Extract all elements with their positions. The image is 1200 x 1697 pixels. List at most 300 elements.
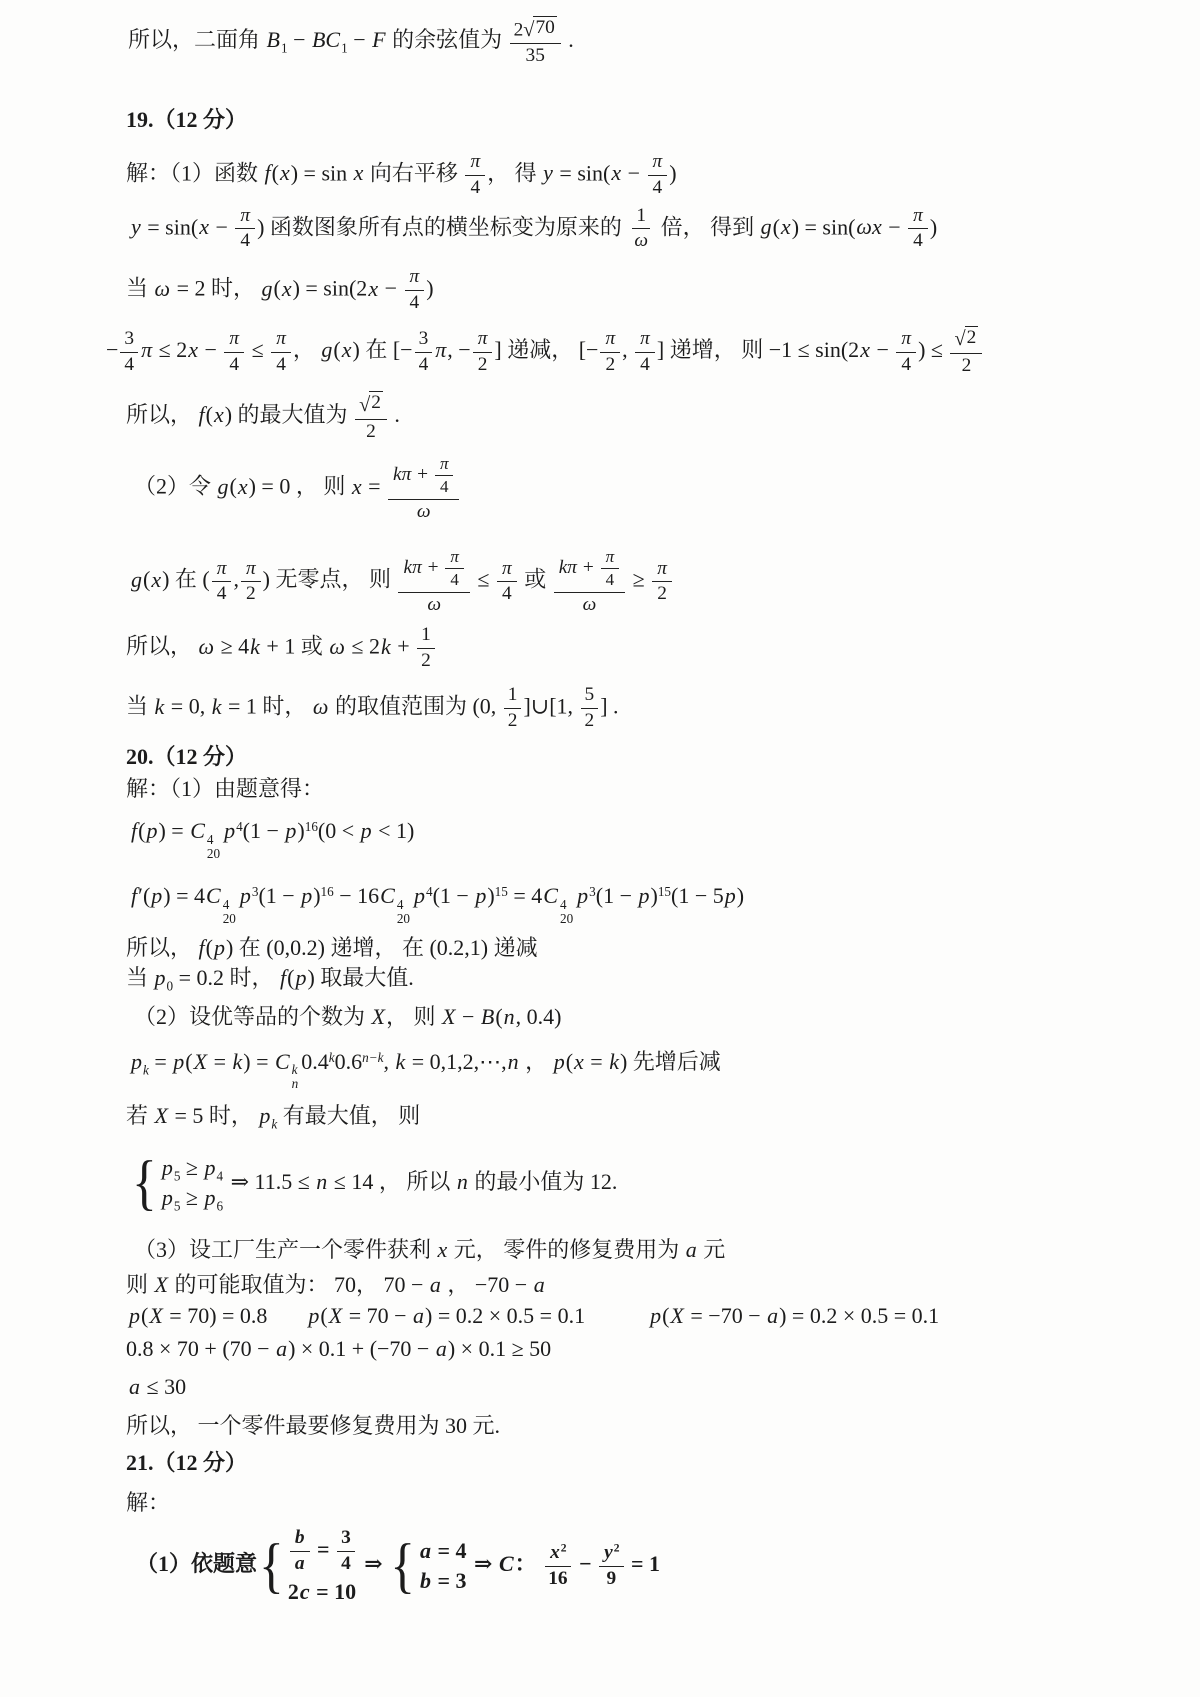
math-variable: ω [154, 275, 171, 301]
math-variable: f [131, 882, 138, 908]
math-variable: y [604, 1542, 613, 1564]
math-variable: a [767, 1303, 779, 1329]
denominator: 35 [525, 45, 545, 67]
superscript: 3 [589, 883, 596, 899]
math-variable: k [380, 633, 391, 659]
denominator: 4 [216, 583, 227, 605]
math-variable: x [151, 566, 162, 592]
denominator: 2 [421, 650, 431, 672]
numerator [648, 151, 668, 176]
math-variable: f [198, 935, 205, 961]
superscript: 2 [613, 1541, 620, 1555]
fraction [465, 151, 485, 200]
numerator [355, 391, 387, 419]
math-variable: x [574, 1048, 584, 1074]
denominator: 9 [606, 1567, 617, 1589]
math-variable: π [640, 327, 650, 349]
math-variable: n [503, 1003, 515, 1029]
stack-superscript: k [291, 1062, 298, 1078]
math-line: 所以， f(x) 的最大值为 √ 2 2 . [126, 392, 400, 442]
math-variable: ω [329, 633, 345, 659]
math-variable: p [475, 882, 487, 908]
math-variable: π [605, 327, 616, 349]
fraction [355, 391, 387, 443]
fraction [388, 454, 459, 523]
math-line: − $\frac{3}{4}$ π ≤ 2x − $\frac{\pi}{4}$ ≤ $\frac{\pi}{4}$ ， g(x) 在 [− $\frac{3}{4}$ π, − $\frac{\pi}{2}$ ] 递减， [− $\frac{\pi}{2}$ , $\frac{\pi}{4}$ ] 递增， 则 −1 ≤ sin(2x − $\frac{\pi}{4}$ ) ≤ √ 2 2 [106, 326, 1176, 378]
math-variable: f [131, 818, 138, 844]
math-variable: p [213, 935, 225, 961]
math-variable: π [229, 327, 240, 349]
numerator: kπ + $\frac{\pi}{4}$ [388, 454, 459, 499]
math-variable: X [154, 1103, 168, 1129]
math-variable: a [129, 1373, 140, 1399]
math-variable: C [206, 882, 221, 908]
math-variable: X [441, 1003, 456, 1029]
math-variable: p [414, 882, 426, 908]
math-variable: c [299, 1579, 310, 1605]
math-variable: ω [427, 593, 442, 615]
math-variable: y [543, 160, 553, 186]
math-variable: p [146, 818, 158, 844]
math-variable: BC [311, 27, 341, 53]
math-variable: x [860, 337, 870, 363]
fraction [290, 1527, 310, 1576]
math-variable: kπ [403, 557, 422, 579]
cases-row: a = 4 [420, 1538, 467, 1564]
math-variable: π [657, 557, 667, 579]
fraction [445, 547, 464, 590]
math-variable: y [131, 213, 141, 239]
math-variable: p [259, 1103, 271, 1129]
math-variable: x [237, 473, 248, 499]
denominator: 4 [605, 570, 615, 590]
math-variable: π [605, 547, 615, 567]
sup-sub-stack [397, 898, 410, 926]
dihedral-angle-conclusion: 所以，二面角 $B_1 - BC_1 - F$ 的余弦值为 2 √ 70 35 . [128, 17, 574, 67]
math-line: （2）令 g(x) = 0 ， 则 x = kπ + $\frac{\pi}{4}$ ω [134, 454, 1176, 523]
numerator [445, 547, 464, 569]
math-variable: x [281, 275, 292, 301]
math-variable: f [280, 965, 287, 991]
math-variable: n [316, 1168, 328, 1194]
denominator: 4 [450, 570, 459, 590]
math-variable: π [240, 204, 251, 226]
math-variable: ω [582, 593, 597, 615]
numerator [290, 1527, 310, 1552]
fraction [544, 1542, 571, 1591]
fraction [235, 205, 255, 254]
denominator [629, 229, 653, 253]
radical-sign: √ [359, 393, 371, 416]
fraction [241, 558, 261, 607]
numerator: kπ + $\frac{\pi}{4}$ [554, 547, 625, 592]
fraction [337, 1527, 355, 1576]
denominator [412, 500, 436, 524]
math-variable: ω [198, 633, 215, 659]
cases-group [132, 1149, 224, 1218]
denominator: 4 [439, 477, 449, 497]
denominator: 2 [507, 709, 518, 731]
sup-sub-stack [207, 833, 220, 861]
math-variable: π [913, 204, 923, 226]
superscript: 16 [304, 818, 318, 834]
math-variable: x [199, 213, 209, 239]
fraction [629, 205, 653, 254]
square-root [523, 16, 557, 40]
math-variable: π [409, 266, 420, 288]
math-variable: x [353, 160, 364, 186]
math-line: 当 k = 0, k = 1 时， ω 的取值范围为 (0, $\frac{1}{2}$ ]∪[1, $\frac{5}{2}$ ] . [126, 684, 619, 731]
sup-sub-stack [223, 898, 236, 926]
subscript: 4 [216, 1168, 224, 1184]
math-variable: π [470, 150, 481, 172]
stack-subscript: n [291, 1076, 299, 1092]
math-variable: p [650, 1303, 662, 1329]
math-variable: g [261, 275, 273, 301]
cases-row: $p_5 \ge p_6$ [161, 1185, 224, 1214]
radicand: 2 [966, 326, 977, 348]
math-variable: ω [634, 230, 649, 252]
math-line: a ≤ 30 [129, 1373, 187, 1399]
stack-superscript: 4 [559, 896, 567, 912]
left-brace-icon: { [132, 1149, 157, 1218]
fraction [599, 1542, 623, 1591]
cases-row: 2c = 10 [287, 1579, 357, 1605]
denominator: 2 [477, 353, 488, 375]
fraction [398, 547, 469, 616]
math-variable: x [351, 473, 362, 499]
math-variable: a [435, 1335, 447, 1361]
denominator: 4 [652, 176, 663, 198]
numerator [235, 205, 255, 230]
fraction [648, 151, 668, 200]
cases-rows [419, 1538, 467, 1594]
math-variable: C [190, 818, 205, 844]
superscript: n−k [362, 1049, 384, 1065]
denominator [422, 593, 446, 617]
fraction [497, 558, 517, 607]
fraction [908, 205, 928, 254]
math-variable: n [456, 1168, 468, 1194]
math-variable: a [420, 1538, 431, 1564]
math-variable: x [780, 213, 791, 239]
math-variable: b [294, 1527, 305, 1549]
cases-group [390, 1532, 467, 1600]
denominator: 16 [548, 1567, 568, 1589]
numerator [545, 1542, 571, 1567]
math-variable: π [502, 557, 512, 579]
fraction [896, 328, 916, 377]
denominator: 4 [124, 353, 135, 375]
radical-sign: √ [954, 328, 966, 351]
math-variable: X [154, 1271, 168, 1297]
fraction [120, 328, 138, 377]
denominator: 4 [418, 353, 429, 375]
math-line: 所以， ω ≥ 4k + 1 或 ω ≤ 2k + $\frac{1}{2}$ [126, 624, 1176, 673]
math-variable: x [279, 160, 290, 186]
denominator: 4 [502, 583, 512, 605]
fraction [473, 328, 493, 377]
math-variable: f [198, 402, 205, 428]
numerator: 3 [120, 328, 138, 353]
math-variable: p [285, 818, 297, 844]
math-variable: p [151, 882, 163, 908]
math-variable: F [372, 27, 386, 53]
math-variable: C [380, 882, 395, 908]
left-brace-icon: { [390, 1532, 415, 1600]
hyperbola-equation-line: （1）依题意 { $\frac{b}{a}$ = $\frac{3}{4}$ 2c = 10 ⇒ { a = 4 b = 3 ⇒ C： $\frac{x^2}{16}$ − $\frac{y^2}{9}$ = 1 [136, 1527, 661, 1605]
numerator [908, 205, 928, 230]
math-line: $p_k = p(X = k) = C$ k n $0.4^k0.6^{n-k}$, k = 0,1,2,⋯,n ， p(x = k) 先增后减 [131, 1048, 721, 1092]
fraction [554, 547, 625, 616]
math-variable: k [609, 1048, 619, 1074]
stack-superscript: 4 [206, 832, 214, 848]
math-variable: π [435, 337, 447, 363]
numerator [212, 558, 232, 583]
math-variable: p [154, 965, 166, 991]
numerator [405, 266, 425, 291]
problem-19-heading: 19.（12 分） [126, 107, 248, 133]
document-body [106, 16, 1176, 1605]
math-variable: kπ [558, 557, 578, 579]
denominator: 2 [245, 583, 256, 605]
subscript: 1 [280, 40, 288, 56]
denominator: 4 [409, 292, 420, 314]
math-variable: π [652, 150, 663, 172]
square-root [954, 326, 978, 350]
math-line: （2）设优等品的个数为 X， 则 X − B(n, 0.4) [134, 1003, 562, 1029]
numerator [635, 328, 655, 353]
math-variable: x [550, 1542, 560, 1564]
math-variable: B [480, 1003, 495, 1029]
math-variable: a [429, 1271, 441, 1297]
math-variable: f [264, 160, 271, 186]
math-line: 解：（1）由题意得： [126, 776, 325, 802]
math-variable: p [360, 818, 372, 844]
math-line: 当 ω = 2 时， g(x) = sin(2x − $\frac{\pi}{4}$ ) [126, 266, 434, 314]
superscript: 16 [320, 883, 334, 899]
math-variable: a [685, 1236, 697, 1262]
numerator [241, 558, 261, 583]
math-variable: ω [312, 693, 329, 719]
fraction [601, 547, 620, 590]
superscript: k [328, 1049, 335, 1065]
fraction [652, 558, 672, 607]
fraction [600, 328, 620, 377]
math-variable: p [161, 1154, 173, 1180]
cases-rows [288, 1527, 357, 1605]
fraction [212, 558, 232, 607]
subscript: k [271, 1116, 278, 1132]
radicand: 70 [535, 17, 555, 38]
math-line: 解：（1）函数 f(x) = sin x 向右平移 $\frac{\pi}{4}$ ， 得 y = sin(x − $\frac{\pi}{4}$ ) [126, 150, 677, 198]
denominator: 2 [605, 353, 616, 375]
denominator: 2 [657, 583, 667, 605]
math-variable: g [760, 213, 772, 239]
math-variable: p [131, 1048, 142, 1074]
numerator: kπ + $\frac{\pi}{4}$ [398, 547, 469, 592]
denominator: 4 [276, 353, 286, 375]
math-variable: π [439, 454, 449, 474]
sup-sub-stack [292, 1063, 299, 1091]
superscript: 15 [657, 883, 671, 899]
problem-21-heading: 21.（12 分） [126, 1449, 248, 1475]
math-line: f′(p) = 4C 4 20 $p^3(1 - p)^{16} - 16C$ 4 20 $p^4(1 - p)^{15} = 4C$ 4 20 $p^3(1 - p)^{15}(1 - 5p)$ [131, 882, 745, 926]
math-variable: p [129, 1303, 140, 1329]
math-variable: p [204, 1185, 216, 1211]
math-variable: p [239, 882, 251, 908]
stack-subscript: 20 [559, 910, 574, 926]
math-variable: k [154, 693, 165, 719]
denominator [578, 593, 602, 617]
math-variable: C [498, 1551, 514, 1577]
fraction [405, 266, 425, 315]
cases-row: $\frac{b}{a}$ = $\frac{3}{4}$ [288, 1527, 357, 1576]
numerator [950, 326, 982, 354]
math-variable: π [276, 327, 286, 349]
math-line: p(X = 70) = 0.8 p(X = 70 − a) = 0.2 × 0.5 = 0.1 p(X = −70 − a) = 0.2 × 0.5 = 0.1 [129, 1303, 940, 1329]
math-variable: a [294, 1553, 305, 1575]
subscript: 0 [166, 978, 174, 994]
subscript: 6 [216, 1198, 224, 1214]
math-line: 所以， 一个零件最要修复费用为 30 元. [126, 1413, 501, 1439]
math-variable: ω [416, 500, 431, 522]
superscript: 15 [494, 883, 508, 899]
math-variable: k [395, 1048, 406, 1074]
subscript: 5 [173, 1168, 181, 1184]
math-variable: x [368, 275, 379, 301]
math-variable: a [413, 1303, 425, 1329]
math-line: f(p) = C 4 20 $p^4(1 - p)^{16}(0 < p < 1)$ [131, 818, 415, 861]
numerator [435, 454, 454, 476]
denominator: 4 [229, 353, 240, 375]
math-variable: p [553, 1048, 565, 1074]
math-variable: p [638, 882, 650, 908]
fraction [271, 328, 291, 377]
denominator: 2 [961, 355, 972, 377]
math-variable: p [173, 1048, 185, 1074]
math-variable: C [274, 1048, 290, 1074]
math-variable: p [224, 818, 236, 844]
math-variable: k [211, 693, 222, 719]
math-variable: π [901, 327, 912, 349]
superscript: 3 [251, 883, 259, 899]
math-line: （3）设工厂生产一个零件获利 x 元， 零件的修复费用为 a 元 [134, 1236, 726, 1262]
math-variable: x [437, 1236, 448, 1262]
fraction [510, 16, 561, 68]
subscript: 1 [341, 40, 348, 56]
math-variable: x [188, 337, 198, 363]
math-variable: B [266, 27, 280, 53]
numerator: 3 [337, 1527, 355, 1552]
numerator [600, 328, 620, 353]
math-variable: ωx [856, 213, 882, 239]
math-variable: p [204, 1154, 216, 1180]
denominator: 4 [341, 1553, 351, 1575]
math-variable: π [245, 557, 256, 579]
stack-subscript: 20 [206, 845, 221, 861]
math-variable: π [216, 557, 227, 579]
subscript: k [143, 1061, 149, 1077]
numerator [601, 547, 620, 569]
fraction [581, 684, 599, 733]
math-line: 所以， f(p) 在 (0,0.2) 递增， 在 (0.2,1) 递减 [126, 935, 538, 961]
denominator [290, 1552, 310, 1576]
stack-superscript: 4 [396, 896, 404, 912]
math-variable: a [533, 1271, 545, 1297]
problem-20-heading: 20.（12 分） [126, 743, 248, 769]
math-variable: x [213, 402, 224, 428]
sup-sub-stack [560, 898, 573, 926]
fraction [417, 624, 435, 673]
math-variable: p [301, 882, 313, 908]
numerator: 2 √ 70 [510, 16, 561, 44]
math-variable: p [308, 1303, 320, 1329]
square-root [359, 391, 383, 415]
left-brace-icon: { [259, 1532, 284, 1600]
radicand: 2 [371, 392, 381, 414]
superscript: 4 [236, 818, 243, 834]
numerator [465, 151, 485, 176]
numerator: 5 [581, 684, 599, 709]
superscript: 4 [426, 883, 433, 899]
numerator [473, 328, 493, 353]
cases-row: b = 3 [420, 1567, 467, 1593]
math-variable: k [232, 1048, 243, 1074]
math-variable: π [450, 547, 459, 567]
superscript: 2 [560, 1541, 567, 1555]
math-variable: X [371, 1003, 385, 1029]
fraction [224, 328, 244, 377]
numerator [896, 328, 916, 353]
math-variable: π [477, 327, 488, 349]
denominator: 2 [584, 709, 595, 731]
math-line: 当 $p_0 = 0.2$ 时， f(p) 取最大值. [126, 965, 414, 994]
denominator: 2 [366, 420, 376, 442]
math-variable: kπ [393, 464, 412, 486]
math-line: y = sin(x − $\frac{\pi}{4}$ ) 函数图象所有点的横坐标变为原来的 $\frac{1}{\omega}$ 倍， 得到 g(x) = sin(ωx − $\frac{\pi}{4}$ ) [131, 204, 938, 252]
math-variable: X [149, 1303, 163, 1329]
math-line: g(x) 在 ( $\frac{\pi}{4}$ , $\frac{\pi}{2}$ ) 无零点， 则 kπ + $\frac{\pi}{4}$ ω ≤ $\frac{\pi}{4}$ 或 kπ + $\frac{\pi}{4}$ ω ≥ $\frac{\pi}{2}$ [130, 547, 1176, 616]
fraction [504, 684, 522, 733]
fraction [635, 328, 655, 377]
stack-subscript: 20 [396, 910, 411, 926]
cases-row: $p_5 \ge p_4$ [161, 1154, 224, 1184]
math-variable: X [670, 1303, 684, 1329]
math-variable: b [420, 1567, 431, 1593]
math-line: 0.8 × 70 + (70 − a) × 0.1 + (−70 − a) × 0.1 ≥ 50 [126, 1335, 552, 1361]
math-variable: x [341, 337, 352, 363]
math-variable: g [217, 473, 229, 499]
math-variable: π [141, 337, 153, 363]
math-line: 若 X = 5 时， $p_k$ 有最大值， 则 [126, 1103, 421, 1132]
math-line: 则 X 的可能取值为： 70， 70 − a ， −70 − a [126, 1271, 545, 1297]
numerator: 3 [415, 328, 433, 353]
math-variable: x [611, 160, 622, 186]
fraction [950, 326, 982, 378]
math-variable: g [131, 566, 142, 592]
denominator: 4 [913, 230, 923, 252]
numerator [599, 1542, 623, 1567]
denominator: 4 [470, 176, 481, 198]
math-variable: a [276, 1335, 288, 1361]
math-line: { $p_5 \ge p_4$ $p_5 \ge p_6$ ⇒ 11.5 ≤ n ≤ 14 ， 所以 n 的最小值为 12. [132, 1149, 618, 1218]
math-variable: p [295, 965, 307, 991]
stack-superscript: 4 [222, 896, 230, 912]
math-variable: g [321, 337, 333, 363]
stack-subscript: 20 [222, 910, 236, 926]
cases-group [259, 1527, 357, 1605]
